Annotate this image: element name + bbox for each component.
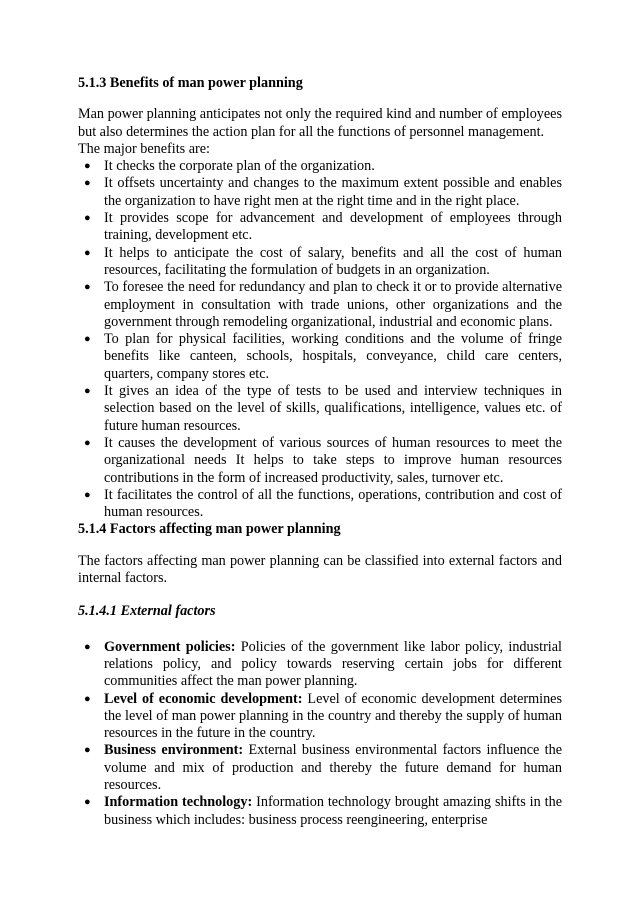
external-factors-list <box>78 639 562 829</box>
benefits-intro: Man power planning anticipates not only the required kind and number of employees but also determines the action plan for all the functions of personnel management. <box>78 106 562 140</box>
list-item: ● It facilitates the control of all the functions, operations, contribution and cost of human resources. <box>84 486 562 521</box>
list-item: ● It offsets uncertainty and changes to the maximum extent possible and enables the organization to have right men at the right time and in the right place. <box>84 175 562 209</box>
list-item: ● To plan for physical facilities, working conditions and the volume of fringe benefits like canteen, schools, hospitals, conveyance, child care centers, quarters, company stores etc. <box>84 331 562 382</box>
bullet-icon: ● <box>84 692 91 705</box>
document-page <box>78 75 562 829</box>
list-item: ● Information technology: Information technology brought amazing shifts in the business which includes: business process reengineering, enterprise <box>84 794 562 828</box>
factors-intro: The factors affecting man power planning can be classified into external factors and internal factors. <box>78 552 562 587</box>
bullet-icon: ● <box>84 246 91 259</box>
list-item: ● To foresee the need for redundancy and plan to check it or to provide alternative employment in consultation with trade unions, other organizations and the government through remodeling organizational, industrial and economic plans. <box>84 279 562 330</box>
bullet-icon: ● <box>84 281 91 294</box>
list-item: ● It gives an idea of the type of tests to be used and interview techniques in selection based on the level of skills, qualifications, intelligence, values etc. of future human resources. <box>84 383 562 434</box>
bullet-icon: ● <box>84 160 91 173</box>
list-item: ● It provides scope for advancement and development of employees through training, development etc. <box>84 210 562 244</box>
list-item: ● Government policies: Policies of the government like labor policy, industrial relations policy, and policy towards reserving certain jobs for different communities affect the man power planning. <box>84 638 562 690</box>
bullet-icon: ● <box>84 212 91 225</box>
benefits-list <box>78 158 562 521</box>
bullet-icon: ● <box>84 385 91 398</box>
bullet-icon: ● <box>84 333 91 346</box>
bullet-icon: ● <box>84 177 91 190</box>
benefits-intro-tail: The major benefits are: <box>78 140 210 157</box>
list-item: ● Level of economic development: Level of economic development determines the level of man power planning in the country and thereby the supply of human resources in the future in the country. <box>84 690 562 742</box>
bullet-icon: ● <box>84 436 91 449</box>
bullet-icon: ● <box>84 744 91 757</box>
subsection-heading-external: 5.1.4.1 External factors <box>78 603 216 620</box>
section-heading-factors: 5.1.4 Factors affecting man power planning <box>78 521 341 538</box>
list-item: ● It causes the development of various sources of human resources to meet the organizational needs It helps to take steps to improve human resources contributions in the form of increased productivity, sales, turnover etc. <box>84 434 562 486</box>
bullet-icon: ● <box>84 488 91 501</box>
bullet-icon: ● <box>84 640 91 653</box>
list-item: ● Business environment: External business environmental factors influence the volume and mix of production and thereby the future demand for human resources. <box>84 742 562 793</box>
list-item: ● It checks the corporate plan of the organization. <box>84 158 375 175</box>
section-heading-benefits: 5.1.3 Benefits of man power planning <box>78 75 303 91</box>
bullet-icon: ● <box>84 796 91 809</box>
list-item: ● It helps to anticipate the cost of salary, benefits and all the cost of human resources, facilitating the formulation of budgets in an organization. <box>84 244 562 278</box>
